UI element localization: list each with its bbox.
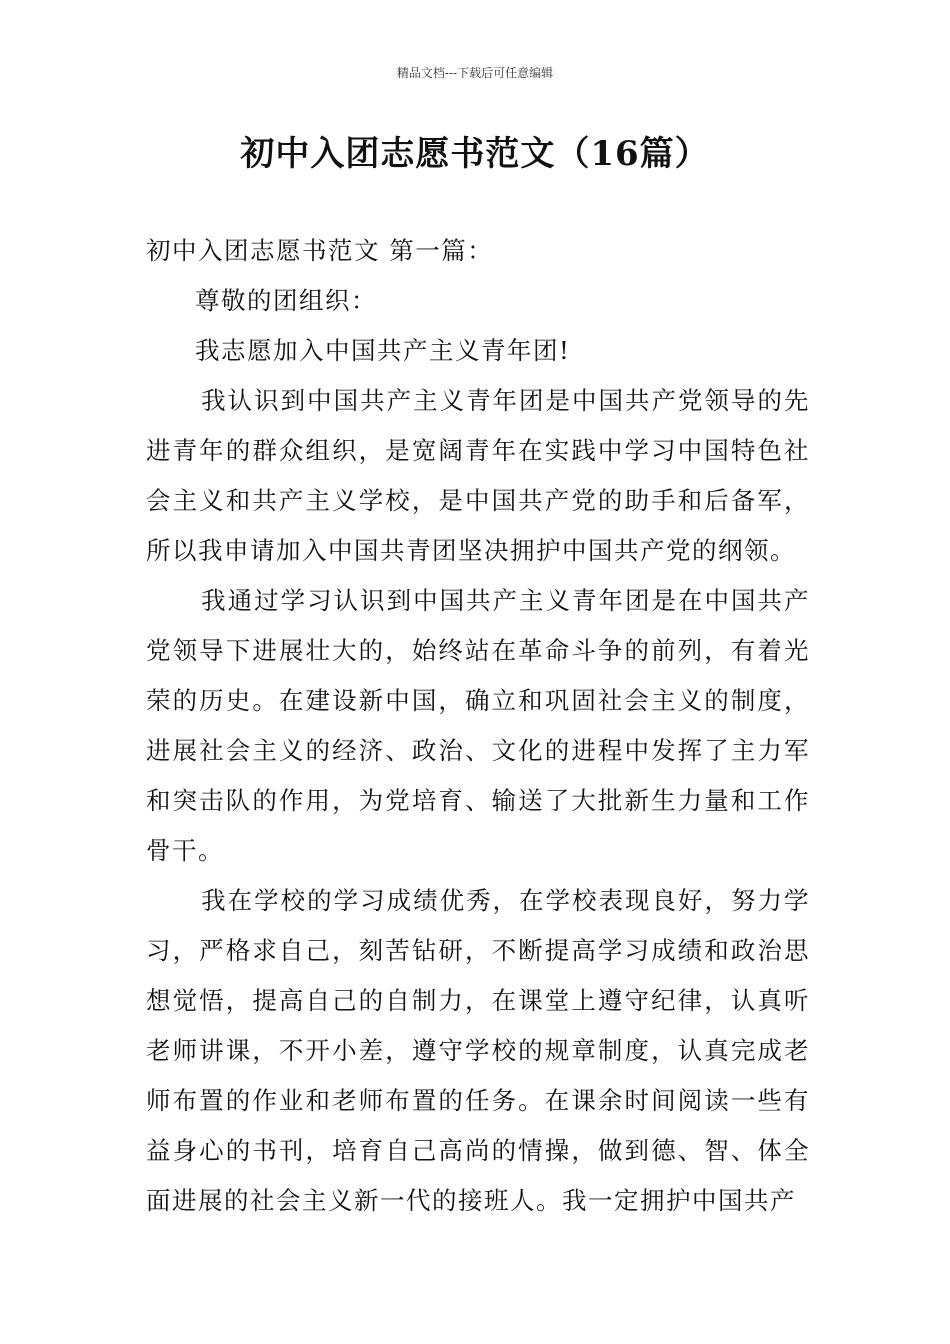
- document-body: [146, 226, 810, 1226]
- section-heading: 初中入团志愿书范文 第一篇：: [146, 236, 494, 265]
- header-note: 精品文档---下载后可任意编辑: [396, 66, 554, 80]
- paragraph: 我认识到中国共产主义青年团是中国共产党领导的先进青年的群众组织，是宽阔青年在实践中学习中国特色社会主义和共产主义学校，是中国共产党的助手和后备军，所以我申请加入中国共青团坚决拥护中国共产党的纲领。: [146, 386, 810, 565]
- statement: 我志愿加入中国共产主义青年团!: [195, 336, 571, 365]
- paragraph: 我在学校的学习成绩优秀，在学校表现良好，努力学习，严格求自己，刻苦钻研，不断提高学习成绩和政治思想觉悟，提高自己的自制力，在课堂上遵守纪律，认真听老师讲课，不开小差，遵守学校的规章制度，认真完成老师布置的作业和老师布置的任务。在课余时间阅读一些有益身心的书刊，培育自己高尚的情操，做到德、智、体全面进展的社会主义新一代的接班人。我一定拥护中国共产: [146, 886, 810, 1215]
- paragraph: 我通过学习认识到中国共产主义青年团是在中国共产党领导下进展壮大的，始终站在革命斗争的前列，有着光荣的历史。在建设新中国，确立和巩固社会主义的制度，进展社会主义的经济、政治、文化的进程中发挥了主力军和突击队的作用，为党培育、输送了大批新生力量和工作骨干。: [146, 586, 810, 865]
- document-title: 初中入团志愿书范文（16篇）: [240, 134, 710, 174]
- salutation: 尊敬的团组织：: [195, 286, 377, 315]
